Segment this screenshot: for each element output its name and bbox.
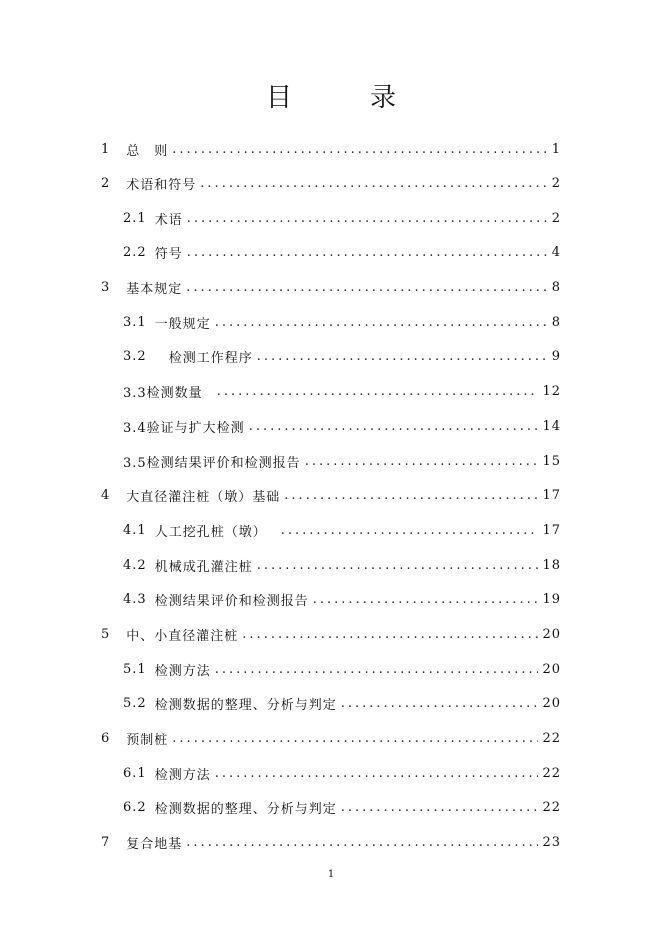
toc-entry-label: 检测方法 xyxy=(154,663,211,679)
toc-entry-number: 4 xyxy=(101,487,111,503)
toc-entry-page: 19 xyxy=(542,591,561,607)
toc-dot-leader xyxy=(187,245,548,260)
toc-entry-number: 5 xyxy=(101,626,111,642)
toc-dot-leader xyxy=(186,835,538,850)
toc-entry-number: 4.2 xyxy=(123,557,147,573)
toc-entry-label: 3.5检测结果评价和检测报告 xyxy=(123,455,301,471)
toc-entry-page: 2 xyxy=(551,175,561,191)
toc-entry-number: 2 xyxy=(101,175,111,191)
toc-entry-2-2[interactable] xyxy=(123,241,561,263)
toc-dot-leader xyxy=(305,454,539,469)
toc-entry-page: 22 xyxy=(542,730,561,746)
toc-entry-label: 符号 xyxy=(154,246,183,262)
toc-dot-leader xyxy=(313,592,539,607)
toc-entry-page: 18 xyxy=(542,557,561,573)
page-title: 目 录 xyxy=(265,83,422,113)
toc-entry-label: 大直径灌注桩（墩）基础 xyxy=(126,489,281,505)
toc-entry-number: 3 xyxy=(101,279,111,295)
toc-entry-label: 检测方法 xyxy=(154,767,211,783)
toc-entry-5[interactable] xyxy=(101,623,561,645)
toc-dot-leader xyxy=(281,523,539,538)
toc-entry-6[interactable] xyxy=(101,727,561,749)
toc-entry-number: 6 xyxy=(101,730,111,746)
toc-dot-leader xyxy=(172,142,547,157)
toc-entry-number: 6.1 xyxy=(123,765,147,781)
toc-entry-number: 4.1 xyxy=(123,522,147,538)
toc-entry-page: 15 xyxy=(542,453,561,469)
toc-entry-number: 5.1 xyxy=(123,661,147,677)
toc-dot-leader xyxy=(242,627,538,642)
toc-entry-label: 术语 xyxy=(154,212,183,228)
toc-entry-4-3[interactable] xyxy=(123,588,561,610)
toc-entry-6-1[interactable] xyxy=(123,762,561,784)
toc-entry-label: 检测工作程序 xyxy=(168,350,253,366)
toc-entry-page: 17 xyxy=(542,522,561,538)
toc-entry-4-1[interactable] xyxy=(123,519,561,541)
toc-entry-label: 检测数据的整理、分析与判定 xyxy=(154,801,337,817)
toc-entry-page: 9 xyxy=(551,348,561,364)
toc-entry-page: 20 xyxy=(542,695,561,711)
toc-entry-label: 总 则 xyxy=(126,143,169,159)
toc-entry-number: 2.1 xyxy=(123,210,147,226)
toc-entry-page: 23 xyxy=(542,834,561,850)
toc-entry-3-2[interactable] xyxy=(123,345,561,367)
toc-entry-label: 预制桩 xyxy=(126,732,169,748)
toc-entry-page: 22 xyxy=(542,765,561,781)
toc-entry-3[interactable] xyxy=(101,276,561,298)
toc-dot-leader xyxy=(284,488,538,503)
toc-entry-1[interactable] xyxy=(101,138,561,160)
toc-entry-page: 1 xyxy=(551,141,561,157)
toc-dot-leader xyxy=(200,176,547,191)
toc-entry-label: 机械成孔灌注桩 xyxy=(154,559,253,575)
toc-entry-page: 8 xyxy=(551,279,561,295)
toc-entry-label: 基本规定 xyxy=(126,281,183,297)
toc-entry-page: 4 xyxy=(551,244,561,260)
toc-entry-number: 2.2 xyxy=(123,244,147,260)
toc-entry-2-1[interactable] xyxy=(123,207,561,229)
toc-entry-number: 4.3 xyxy=(123,591,147,607)
toc-dot-leader xyxy=(186,280,547,295)
toc-entry-label: 中、小直径灌注桩 xyxy=(126,628,239,644)
toc-entry-number: 7 xyxy=(101,834,111,850)
toc-entry-3-1[interactable] xyxy=(123,311,561,333)
toc-entry-label: 3.3检测数量 xyxy=(123,385,203,401)
toc-dot-leader xyxy=(341,696,539,711)
toc-entry-3-4[interactable] xyxy=(123,415,561,437)
toc-entry-label: 一般规定 xyxy=(154,316,211,332)
toc-dot-leader xyxy=(341,800,539,815)
toc-dot-leader xyxy=(257,558,539,573)
toc-entry-label: 人工挖孔桩（墩） xyxy=(154,524,267,540)
toc-entry-4-2[interactable] xyxy=(123,554,561,576)
toc-entry-label: 3.4验证与扩大检测 xyxy=(123,420,245,436)
toc-entry-number: 3.2 xyxy=(123,348,147,364)
toc-dot-leader xyxy=(215,315,548,330)
toc-dot-leader xyxy=(172,731,538,746)
toc-entry-3-3[interactable] xyxy=(123,380,561,402)
toc-entry-page: 8 xyxy=(551,314,561,330)
toc-entry-page: 14 xyxy=(542,418,561,434)
toc-dot-leader xyxy=(217,384,539,399)
toc-entry-5-1[interactable] xyxy=(123,658,561,680)
toc-entry-page: 17 xyxy=(542,487,561,503)
toc-entry-label: 检测结果评价和检测报告 xyxy=(154,593,309,609)
toc-entry-number: 3.1 xyxy=(123,314,147,330)
toc-dot-leader xyxy=(215,662,539,677)
toc-entry-page: 20 xyxy=(542,626,561,642)
toc-entry-page: 20 xyxy=(542,661,561,677)
toc-dot-leader xyxy=(215,766,539,781)
toc-entry-6-2[interactable] xyxy=(123,796,561,818)
toc-entry-label: 检测数据的整理、分析与判定 xyxy=(154,697,337,713)
toc-entry-label: 术语和符号 xyxy=(126,177,197,193)
toc-entry-page: 2 xyxy=(551,210,561,226)
toc-entry-page: 12 xyxy=(542,383,561,399)
toc-entry-number: 1 xyxy=(101,141,111,157)
toc-entry-number: 5.2 xyxy=(123,695,147,711)
toc-dot-leader xyxy=(257,349,548,364)
toc-entry-number: 6.2 xyxy=(123,799,147,815)
toc-dot-leader xyxy=(249,419,539,434)
toc-entry-5-2[interactable] xyxy=(123,692,561,714)
toc-entry-label: 复合地基 xyxy=(126,836,183,852)
toc-dot-leader xyxy=(187,211,548,226)
toc-entry-page: 22 xyxy=(542,799,561,815)
toc-entry-7[interactable] xyxy=(101,831,561,853)
toc-entry-3-5[interactable] xyxy=(123,450,561,472)
toc-entry-4[interactable] xyxy=(101,484,561,506)
page-number: 1 xyxy=(327,869,335,880)
toc-entry-2[interactable] xyxy=(101,172,561,194)
